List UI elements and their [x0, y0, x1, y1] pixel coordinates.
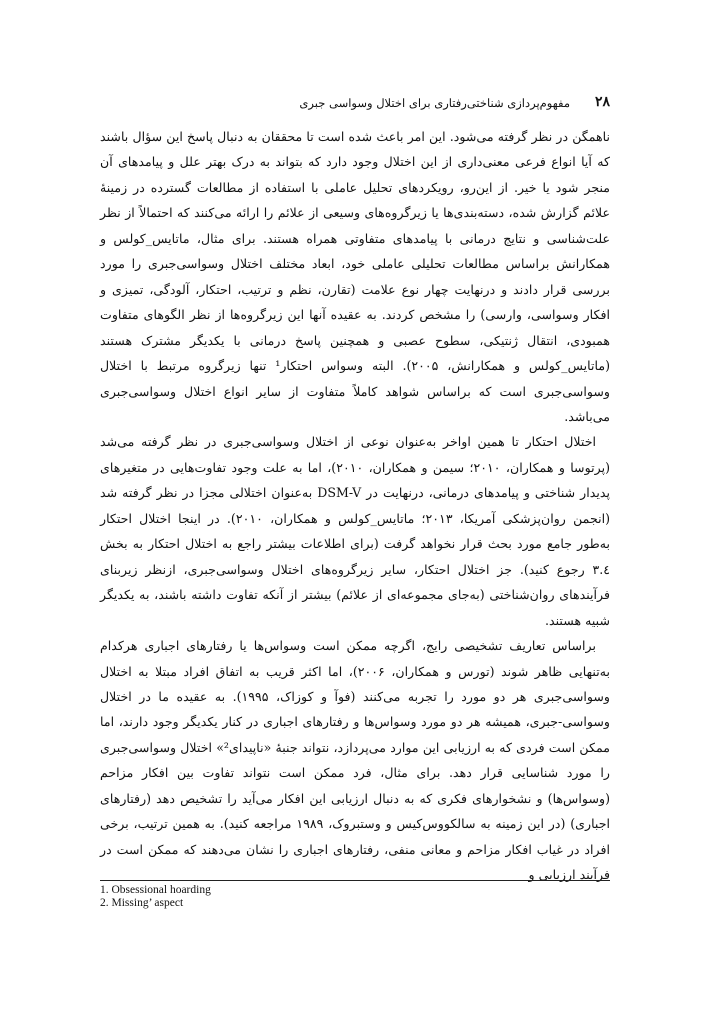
- page-number: ۲۸: [594, 94, 610, 110]
- footnote: 1. Obsessional hoarding: [100, 884, 211, 896]
- page-header: [100, 94, 610, 116]
- footnotes: [100, 884, 400, 909]
- paragraph: ناهمگن در نظر گرفته می‌شود. این امر باعث شده است تا محققان به دنبال پاسخ این سؤال باشند که آیا انواع فرعی معنی‌داری از این اختلال وجود دارد که بتواند به درک بهتر علل و پیامدهای آن منجر شود یا خیر. از این‌رو، رویکردهای تحلیل عاملی با استفاده از مطالعات گسترده در زمینهٔ علائم گزارش شده، دسته‌بندی‌ها یا زیرگروه‌های وسیعی از علائم را ارائه می‌کنند که احتمالاً از نظر علت‌شناسی و نتایج درمانی با پیامدهای متفاوتی همراه هستند. برای مثال، ماتایس_کولس و همکارانش براساس مطالعات تحلیلی عاملی خود، ابعاد مختلف اختلال وسواسی‌جبری را مورد بررسی قرار دادند و درنهایت چهار نوع علامت (تقارن، نظم و ترتیب، احتکار، آلودگی، تمیزی و افکار وسواسی، وارسی) را مشخص کردند. به عقیده آنها این زیرگروه‌ها از نظر الگوهای متفاوت همبودی، انتقال ژنتیکی، سطوح عصبی و همچنین پاسخ درمانی با یکدیگر مشترک هستند (ماتایس_کولس و همکارانش، ۲۰۰۵). البته وسواس احتکار¹ تنها زیرگروه مرتبط با اختلال وسواسی‌جبری است که براساس شواهد کاملاً متفاوت از سایر انواع اختلال وسواسی‌جبری می‌باشد.: [100, 129, 610, 424]
- paragraph: اختلال احتکار تا همین اواخر به‌عنوان نوعی از اختلال وسواسی‌جبری در نظر گرفته می‌شد (پرتوسا و همکاران، ۲۰۱۰؛ سیمن و همکاران، ۲۰۱۰)، اما به علت وجود تفاوت‌هایی در متغیرهای پدیدار شناختی و پیامدهای درمانی، درنهایت در DSM-V به‌عنوان اختلالی مجزا در نظر گرفته شد (انجمن روان‌پزشکی آمریکا، ۲۰۱۳؛ ماتایس_کولس و همکاران، ۲۰۱۰). در اینجا اختلال احتکار به‌طور جامع مورد بحث قرار نخواهد گرفت (برای اطلاعات بیشتر راجع به اختلال احتکار به بخش ۳.٤ رجوع کنید). جز اختلال احتکار، سایر زیرگروه‌های اختلال وسواسی‌جبری، ازنظر زیربنای فرآیندهای روان‌شناختی (به‌جای مجموعه‌ای از علائم) بیشتر از آنکه تفاوت داشته باشند، به یکدیگر شبیه هستند.: [100, 434, 610, 628]
- running-title: مفهوم‌پردازی شناختی‌رفتاری برای اختلال وسواسی جبری: [299, 96, 570, 110]
- footnote-divider: [100, 880, 610, 881]
- paragraph: براساس تعاریف تشخیصی رایج، اگرچه ممکن است وسواس‌ها یا رفتارهای اجباری هرکدام به‌تنهایی ظاهر شوند (تورس و همکاران، ۲۰۰۶)، اما اکثر قریب به اتفاق افراد مبتلا به اختلال وسواسی‌جبری هر دو مورد را تجربه می‌کنند (فوآ و کوزاک، ۱۹۹۵). به عقیده ما در اختلال وسواسی-جبری، همیشه هر دو مورد وسواس‌ها و رفتارهای اجباری در کنار یکدیگر وجود دارند، اما ممکن است فردی که به ارزیابی این موارد می‌پردازد، نتواند جنبهٔ «ناپیدای²» اختلال وسواسی‌جبری را مورد شناسایی قرار دهد. برای مثال، فرد ممکن است نتواند تفاوت بین افکار مزاحم (وسواس‌ها) و نشخوارهای فکری که به دنبال ارزیابی این افکار می‌آید را تشخیص دهد (رفتارهای اجباری) (در این زمینه به سالکووس‌کیس و وستبروک، ۱۹۸۹ مراجعه کنید). به همین ترتیب، برخی افراد در غیاب افکار مزاحم و معانی منفی، رفتارهای اجباری را نشان می‌دهند که ممکن است در فرآیند ارزیابی و: [100, 638, 611, 883]
- body-text: [100, 124, 610, 888]
- footnote: 2. Missing’ aspect: [100, 896, 184, 909]
